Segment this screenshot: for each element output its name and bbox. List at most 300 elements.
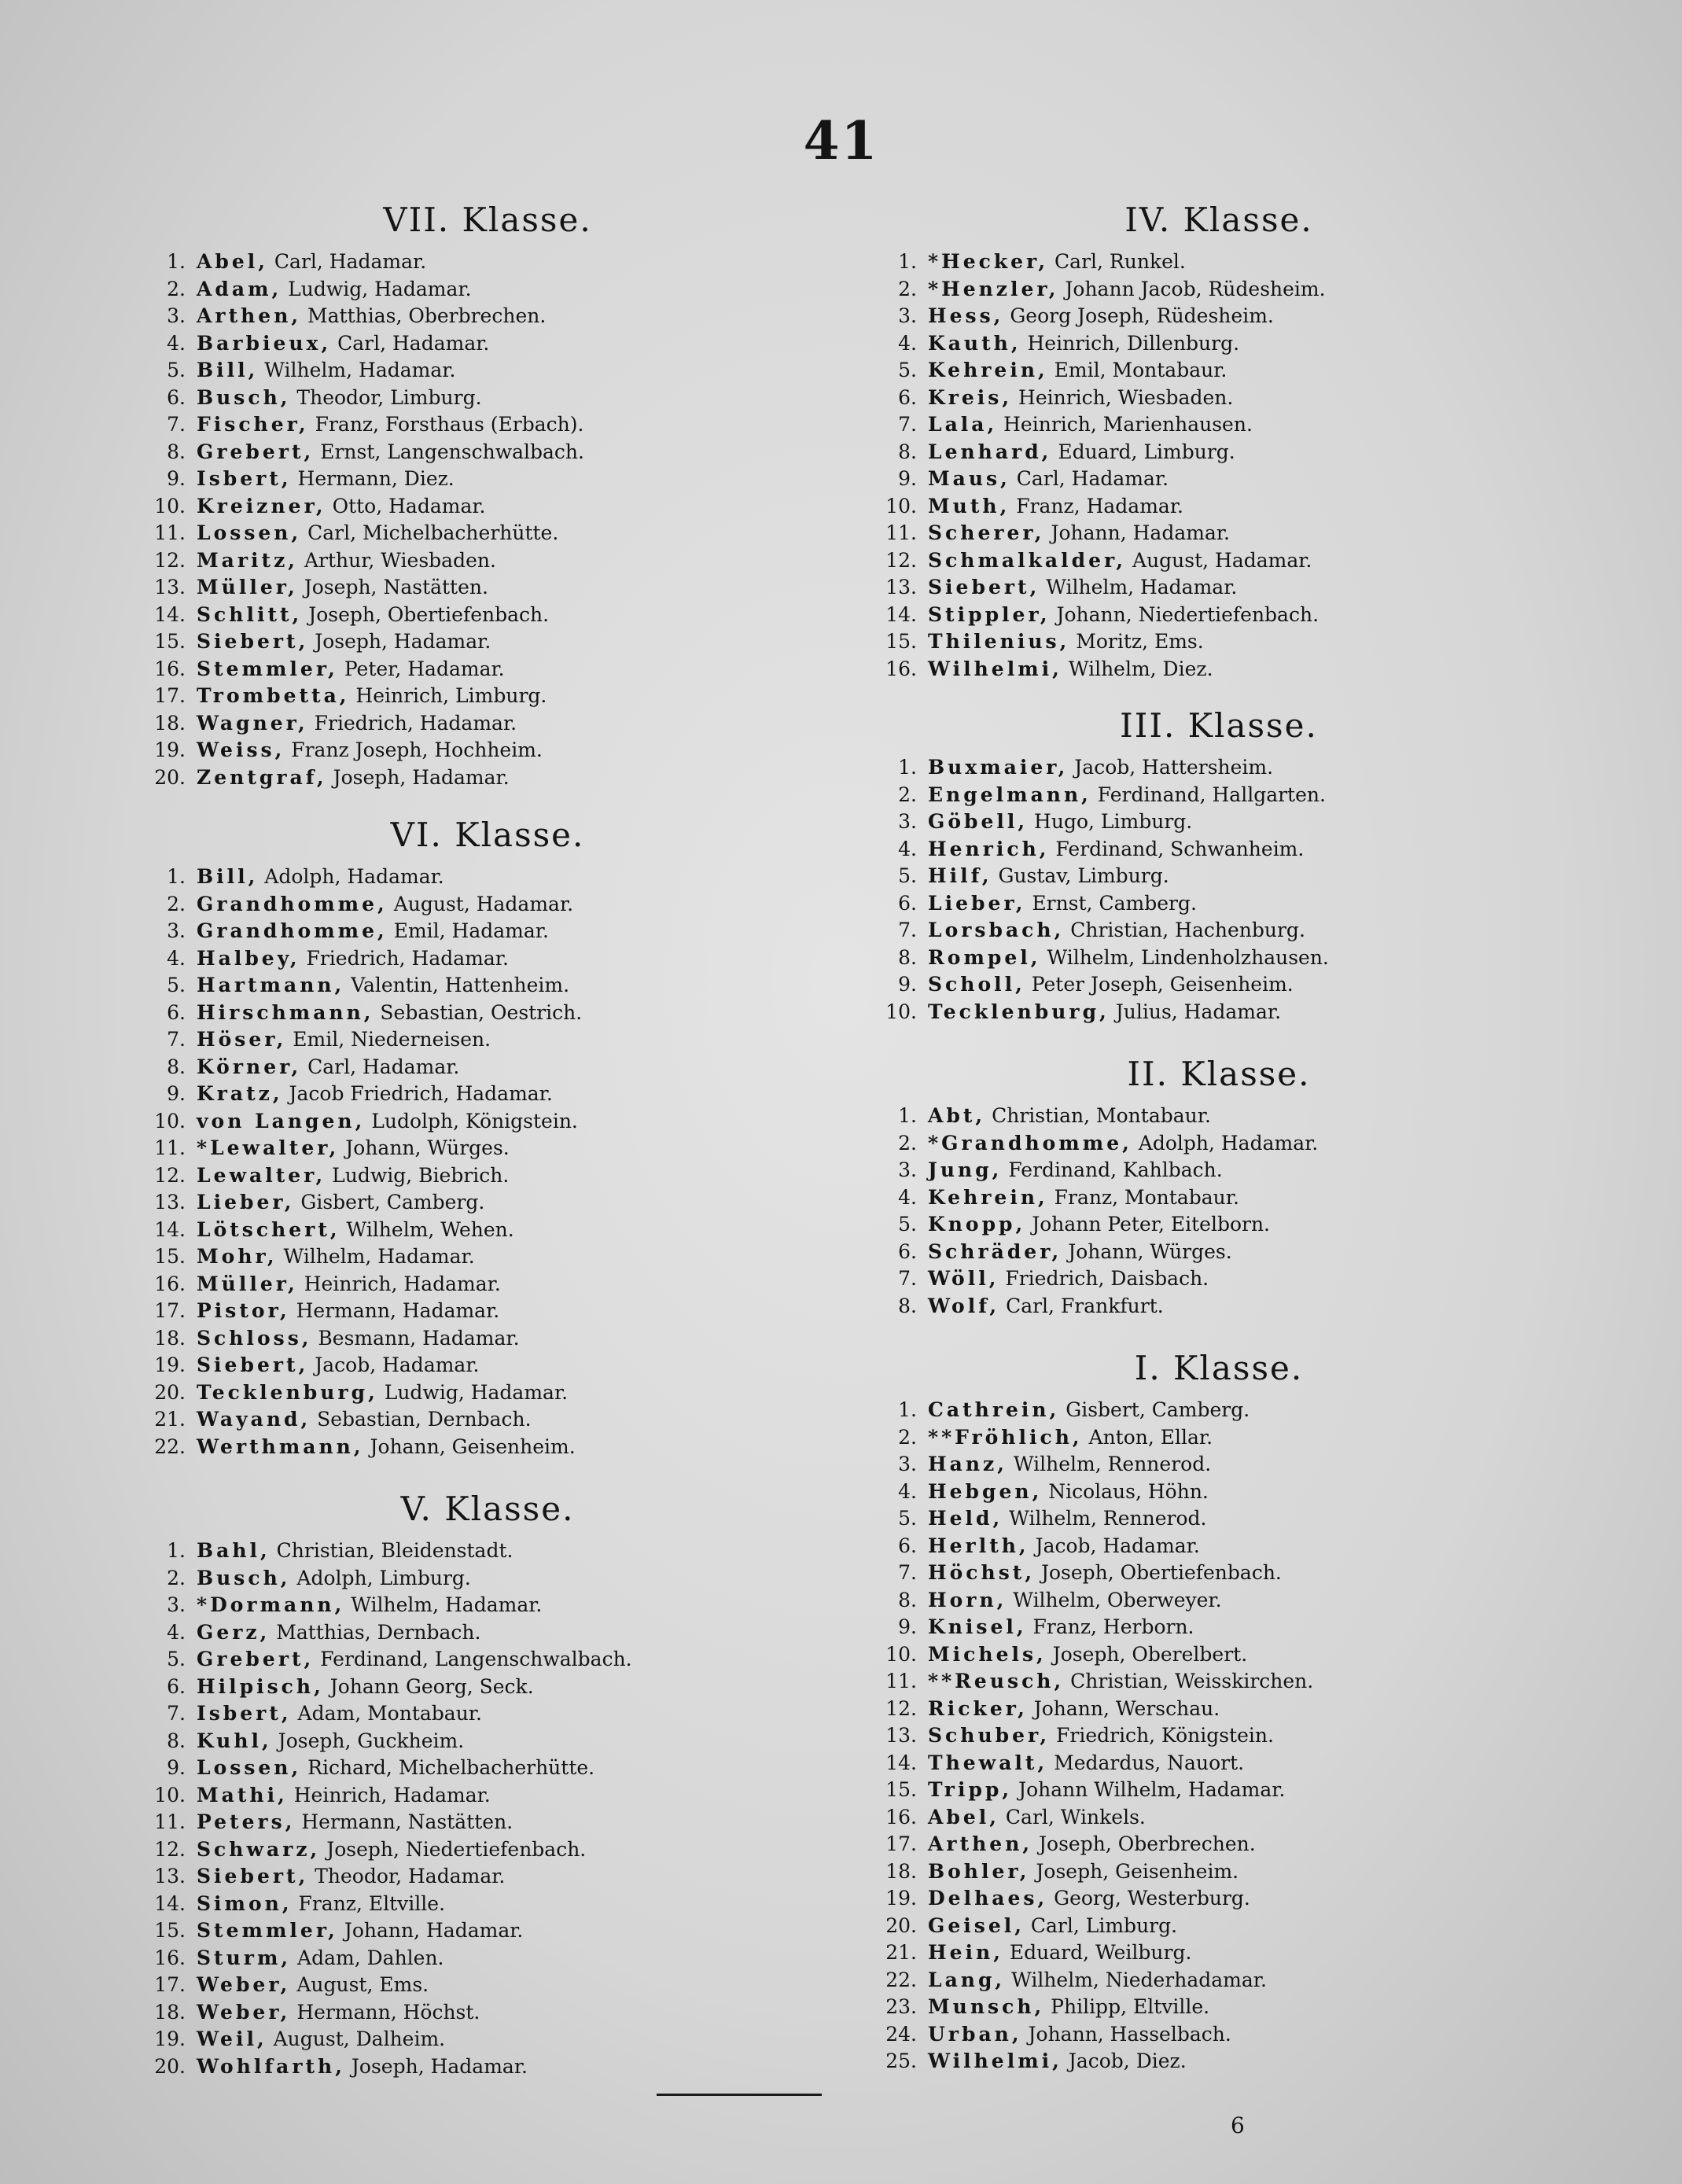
entry-number: 14.	[885, 602, 917, 626]
student-details: Matthias, Oberbrechen.	[301, 304, 547, 327]
student-entry	[873, 863, 1565, 890]
student-surname: Schuber,	[928, 1724, 1051, 1747]
student-details: Philipp, Eltville.	[1044, 1995, 1210, 2018]
student-entry	[873, 628, 1565, 656]
entry-number: 2.	[167, 277, 186, 300]
student-surname: Weil,	[197, 2027, 267, 2050]
section-title: II. Klasse.	[1127, 1055, 1311, 1093]
entry-number: 11.	[885, 1670, 917, 1692]
entry-number: 8.	[167, 1729, 186, 1752]
student-entry	[873, 493, 1565, 521]
entry-number: 12.	[154, 1163, 186, 1187]
student-details: Adam, Montabaur.	[291, 1702, 482, 1725]
student-surname: Stippler,	[928, 602, 1051, 626]
entry-number: 17.	[154, 1299, 186, 1322]
student-surname: Kreis,	[928, 385, 1013, 409]
entry-number: 1.	[898, 1104, 917, 1127]
student-entry	[142, 1243, 834, 1271]
student-details: Christian, Bleidenstadt.	[270, 1539, 513, 1562]
entry-number: 22.	[154, 1435, 186, 1458]
student-entry	[142, 1189, 834, 1217]
section-title: V. Klasse.	[400, 1490, 575, 1528]
student-details: Wilhelm, Niederhadamar.	[1005, 1968, 1267, 1991]
student-details: Hermann, Diez.	[291, 467, 455, 490]
student-details: Carl, Hadamar.	[331, 331, 490, 355]
student-entry	[142, 1271, 834, 1298]
student-details: Joseph, Hadamar.	[326, 765, 510, 789]
student-entry	[873, 547, 1565, 575]
entry-number: 14.	[154, 602, 186, 626]
student-entry	[142, 547, 834, 575]
student-entry	[873, 303, 1565, 330]
student-details: Wilhelm, Rennerod.	[1003, 1507, 1207, 1530]
student-entry	[142, 737, 834, 764]
entry-number: 9.	[167, 1756, 186, 1779]
student-details: Ludwig, Hadamar.	[377, 1380, 569, 1404]
student-details: Friedrich, Hadamar.	[300, 946, 509, 970]
student-entry	[873, 385, 1565, 412]
student-surname: Fischer,	[197, 413, 309, 436]
student-surname: Bill,	[197, 865, 259, 888]
student-surname: Peters,	[197, 1810, 296, 1833]
student-surname: Kratz,	[197, 1082, 283, 1105]
student-surname: Isbert,	[197, 467, 292, 490]
student-entry	[142, 1108, 834, 1136]
student-surname: Tripp,	[928, 1778, 1013, 1801]
student-surname: Hartmann,	[197, 974, 345, 996]
student-surname: Müller,	[197, 576, 298, 598]
student-entry	[873, 1533, 1565, 1560]
student-details: Adam, Dahlen.	[291, 1946, 444, 1969]
student-surname: Hess,	[928, 304, 1004, 327]
entry-number: 7.	[898, 919, 917, 941]
student-details: Joseph, Hadamar.	[308, 630, 491, 653]
student-surname: Wagner,	[197, 711, 308, 735]
student-surname: Werthmann,	[197, 1435, 364, 1458]
student-details: Carl, Michelbacherhütte.	[301, 521, 559, 544]
entry-number: 13.	[885, 1724, 917, 1747]
student-details: Besmann, Hadamar.	[311, 1326, 520, 1350]
student-surname: Müller,	[197, 1272, 298, 1295]
student-details: Anton, Ellar.	[1082, 1425, 1213, 1449]
entry-number: 20.	[885, 1913, 917, 1937]
student-entry	[142, 1298, 834, 1325]
student-details: Wilhelm, Rennerod.	[1007, 1453, 1212, 1475]
entry-number: 17.	[885, 1832, 917, 1855]
student-entry	[142, 864, 834, 891]
student-details: Joseph, Guckheim.	[271, 1729, 465, 1752]
student-entry	[873, 1641, 1565, 1669]
entry-number: 9.	[167, 467, 186, 490]
class-section	[142, 197, 834, 791]
student-details: Gustav, Limburg.	[992, 864, 1169, 887]
student-details: August, Hadamar.	[387, 892, 574, 915]
student-entry	[142, 1700, 834, 1728]
student-surname: Knisel,	[928, 1615, 1027, 1638]
student-entry	[142, 945, 834, 973]
entry-number: 4.	[898, 331, 917, 355]
student-surname: *Henzler,	[928, 277, 1059, 300]
student-entry	[873, 1211, 1565, 1239]
entry-number: 13.	[154, 576, 186, 598]
student-surname: Pistor,	[197, 1299, 290, 1322]
student-entry	[873, 1239, 1565, 1266]
entry-number: 1.	[898, 756, 917, 779]
student-details: Jacob, Hadamar.	[1029, 1534, 1200, 1557]
entry-number: 18.	[154, 1326, 186, 1350]
student-details: Wilhelm, Hadamar.	[258, 359, 456, 381]
entry-number: 13.	[154, 1865, 186, 1888]
student-surname: Grebert,	[197, 440, 315, 463]
student-surname: Engelmann,	[928, 783, 1091, 806]
student-entry	[873, 574, 1565, 602]
entry-number: 9.	[898, 467, 917, 490]
student-details: Gisbert, Camberg.	[294, 1191, 485, 1214]
entry-number: 11.	[885, 521, 917, 544]
entry-number: 2.	[898, 277, 917, 300]
student-details: Carl, Hadamar.	[267, 250, 427, 273]
student-details: Joseph, Obertiefenbach.	[1035, 1561, 1282, 1584]
student-entry	[142, 1081, 834, 1108]
entry-number: 24.	[885, 2022, 917, 2046]
entry-list	[142, 864, 834, 1460]
student-entry	[873, 1777, 1565, 1804]
entry-number: 19.	[154, 738, 186, 761]
entry-number: 5.	[898, 359, 917, 381]
entry-number: 10.	[885, 494, 917, 517]
student-entry	[873, 1505, 1565, 1533]
entry-number: 13.	[154, 1191, 186, 1214]
student-details: Sebastian, Oestrich.	[374, 1000, 583, 1024]
student-surname: Maritz,	[197, 548, 298, 572]
student-surname: Horn,	[928, 1588, 1007, 1611]
student-surname: Wilhelmi,	[928, 2050, 1062, 2072]
student-surname: Geisel,	[928, 1913, 1025, 1937]
student-entry	[873, 357, 1565, 385]
student-surname: *Dormann,	[197, 1593, 345, 1616]
entry-number: 8.	[898, 440, 917, 463]
student-details: Theodor, Hadamar.	[308, 1865, 506, 1888]
student-surname: Gerz,	[197, 1620, 271, 1644]
entry-number: 3.	[898, 1453, 917, 1475]
student-surname: Cathrein,	[928, 1398, 1060, 1421]
entry-number: 10.	[154, 1109, 186, 1133]
student-surname: **Fröhlich,	[928, 1425, 1083, 1449]
student-surname: Buxmaier,	[928, 756, 1069, 779]
student-entry	[873, 1560, 1565, 1587]
student-details: Ludwig, Hadamar.	[282, 277, 472, 300]
student-details: Johann, Niedertiefenbach.	[1050, 602, 1319, 626]
student-details: Hermann, Hadamar.	[289, 1299, 500, 1322]
student-surname: Siebert,	[197, 1865, 309, 1888]
student-entry	[873, 1696, 1565, 1723]
student-entry	[142, 1945, 834, 1972]
student-entry	[873, 1913, 1565, 1940]
student-entry	[873, 1885, 1565, 1913]
entry-number: 20.	[154, 765, 186, 789]
student-entry	[142, 1054, 834, 1081]
student-surname: von Langen,	[197, 1109, 366, 1133]
student-details: Friedrich, Hadamar.	[307, 711, 517, 735]
entry-list	[873, 1397, 1565, 2075]
page-number: 41	[803, 110, 879, 171]
entry-number: 1.	[898, 250, 917, 273]
student-details: Franz, Montabaur.	[1047, 1185, 1239, 1209]
student-entry	[873, 602, 1565, 629]
student-entry	[873, 1265, 1565, 1293]
student-surname: Held,	[928, 1507, 1003, 1530]
student-details: Johann, Würges.	[1062, 1239, 1232, 1263]
student-entry	[142, 1728, 834, 1755]
student-surname: Isbert,	[197, 1702, 292, 1725]
student-entry	[142, 1972, 834, 1999]
student-entry	[873, 1451, 1565, 1479]
student-entry	[873, 1831, 1565, 1858]
section-title: I. Klasse.	[1134, 1349, 1304, 1387]
student-details: Peter, Hadamar.	[337, 657, 505, 680]
student-entry	[873, 2048, 1565, 2075]
student-surname: Höchst,	[928, 1561, 1036, 1584]
student-details: Medardus, Nauort.	[1047, 1751, 1245, 1774]
student-details: Ferdinand, Langenschwalbach.	[314, 1648, 632, 1670]
section-title: VI. Klasse.	[390, 816, 585, 854]
entry-number: 6.	[167, 385, 186, 409]
student-entry	[142, 1000, 834, 1027]
student-entry	[142, 1646, 834, 1674]
student-entry	[873, 411, 1565, 439]
student-entry	[142, 1809, 834, 1836]
student-details: Ferdinand, Schwanheim.	[1049, 837, 1305, 860]
student-surname: Tecklenburg,	[928, 1000, 1110, 1023]
student-details: Ludwig, Biebrich.	[326, 1163, 510, 1187]
student-details: Wilhelm, Diez.	[1062, 657, 1213, 680]
student-entry	[873, 1858, 1565, 1886]
student-details: Georg, Westerburg.	[1047, 1887, 1250, 1910]
entry-number: 12.	[885, 548, 917, 572]
entry-number: 3.	[167, 919, 186, 942]
student-entry	[142, 1565, 834, 1593]
student-surname: Herlth,	[928, 1534, 1029, 1557]
student-details: Jacob, Hadamar.	[308, 1353, 480, 1376]
student-surname: Arthen,	[197, 304, 302, 327]
student-surname: Stemmler,	[197, 1919, 338, 1942]
student-details: Christian, Montabaur.	[985, 1104, 1211, 1127]
student-details: Johann Jacob, Rüdesheim.	[1058, 277, 1326, 300]
student-surname: Muth,	[928, 494, 1010, 517]
student-entry	[142, 972, 834, 1000]
student-surname: *Grandhomme,	[928, 1131, 1132, 1155]
entry-number: 18.	[885, 1859, 917, 1883]
student-surname: Scholl,	[928, 973, 1025, 996]
student-entry	[142, 1538, 834, 1565]
student-surname: Göbell,	[928, 810, 1029, 833]
student-details: Adolph, Hadamar.	[258, 865, 444, 888]
student-entry	[873, 276, 1565, 304]
entry-number: 13.	[885, 576, 917, 598]
student-entry	[142, 683, 834, 710]
entry-number: 16.	[154, 1946, 186, 1969]
entry-number: 4.	[167, 946, 186, 970]
entry-number: 15.	[154, 630, 186, 653]
class-section	[873, 197, 1565, 683]
student-details: Ferdinand, Hallgarten.	[1091, 783, 1326, 806]
entry-number: 4.	[898, 837, 917, 860]
student-details: Franz, Eltville.	[292, 1891, 446, 1915]
student-surname: Tecklenburg,	[197, 1380, 378, 1404]
entry-number: 9.	[167, 1082, 186, 1105]
student-entry	[873, 1967, 1565, 1994]
student-entry	[142, 1863, 834, 1891]
class-section	[142, 812, 834, 1460]
student-entry	[142, 357, 834, 385]
entry-number: 8.	[167, 440, 186, 463]
student-entry	[142, 1619, 834, 1647]
student-details: Ludolph, Königstein.	[365, 1109, 578, 1133]
student-entry	[873, 808, 1565, 836]
student-surname: Busch,	[197, 1566, 291, 1589]
footer-rule	[657, 2094, 822, 2096]
student-entry	[873, 1614, 1565, 1641]
entry-number: 2.	[898, 1425, 917, 1449]
entry-number: 2.	[898, 783, 917, 806]
entry-number: 6.	[167, 1000, 186, 1024]
student-surname: Abel,	[928, 1805, 999, 1829]
student-surname: Urban,	[928, 2022, 1022, 2046]
entry-number: 19.	[154, 2027, 186, 2050]
student-surname: Adam,	[197, 277, 282, 300]
student-details: Johann Georg, Seck.	[323, 1674, 534, 1698]
student-entry	[873, 1157, 1565, 1184]
class-section	[873, 702, 1565, 1026]
student-details: Johann Peter, Eitelborn.	[1025, 1213, 1270, 1236]
entry-number: 6.	[167, 1674, 186, 1698]
student-surname: Thewalt,	[928, 1751, 1048, 1774]
student-surname: Trombetta,	[197, 684, 350, 707]
student-entry	[142, 656, 834, 683]
student-details: Franz, Herborn.	[1026, 1615, 1194, 1638]
student-entry	[873, 2021, 1565, 2049]
student-details: Johann, Würges.	[339, 1136, 510, 1159]
student-entry	[142, 1755, 834, 1782]
student-surname: **Reusch,	[928, 1670, 1065, 1692]
student-details: August, Dalheim.	[267, 2027, 446, 2050]
student-entry	[142, 1379, 834, 1407]
entry-number: 17.	[154, 1973, 186, 1996]
entry-number: 11.	[154, 1810, 186, 1833]
student-surname: Kuhl,	[197, 1729, 272, 1752]
student-surname: Kreizner,	[197, 494, 326, 517]
entry-number: 3.	[898, 810, 917, 833]
student-details: Julius, Hadamar.	[1109, 1000, 1282, 1023]
student-details: Arthur, Wiesbaden.	[298, 548, 496, 572]
section-title: III. Klasse.	[1120, 706, 1318, 745]
student-surname: Weiss,	[197, 738, 285, 761]
student-surname: Barbieux,	[197, 331, 332, 355]
student-surname: Mathi,	[197, 1783, 288, 1806]
entry-number: 4.	[898, 1185, 917, 1209]
student-surname: Bohler,	[928, 1859, 1030, 1883]
student-surname: Lieber,	[197, 1191, 295, 1214]
entry-number: 12.	[885, 1696, 917, 1720]
entry-number: 10.	[885, 1000, 917, 1023]
entry-number: 1.	[167, 865, 186, 888]
entry-number: 14.	[885, 1751, 917, 1774]
student-details: Adolph, Limburg.	[290, 1566, 471, 1589]
student-surname: Siebert,	[197, 1353, 309, 1376]
student-surname: Zentgraf,	[197, 765, 327, 789]
entry-number: 3.	[167, 304, 186, 327]
student-details: Friedrich, Königstein.	[1050, 1724, 1274, 1747]
student-surname: Halbey,	[197, 946, 300, 970]
student-entry	[142, 1135, 834, 1162]
student-entry	[873, 917, 1565, 945]
entry-number: 5.	[898, 1213, 917, 1236]
student-surname: Lewalter,	[197, 1163, 326, 1187]
entry-number: 10.	[885, 1642, 917, 1666]
student-details: Carl, Hadamar.	[301, 1055, 460, 1078]
student-details: Carl, Hadamar.	[1010, 467, 1169, 490]
student-surname: Mohr,	[197, 1245, 278, 1268]
entry-number: 1.	[898, 1398, 917, 1421]
student-details: Wilhelm, Wehen.	[340, 1217, 514, 1241]
student-details: Carl, Winkels.	[999, 1805, 1146, 1829]
student-surname: Kehrein,	[928, 359, 1048, 381]
student-surname: Delhaes,	[928, 1887, 1048, 1910]
student-surname: Lenhard,	[928, 440, 1052, 463]
entry-number: 7.	[898, 413, 917, 436]
student-entry	[142, 710, 834, 738]
entry-number: 19.	[154, 1353, 186, 1376]
student-surname: Simon,	[197, 1891, 293, 1915]
student-surname: *Hecker,	[928, 250, 1049, 273]
entry-number: 7.	[898, 1267, 917, 1290]
student-details: Moritz, Ems.	[1069, 630, 1204, 653]
student-surname: Lala,	[928, 413, 998, 436]
student-entry	[142, 1674, 834, 1701]
student-details: Johann, Hadamar.	[337, 1919, 524, 1942]
student-entry	[873, 1397, 1565, 1424]
student-surname: Knopp,	[928, 1213, 1026, 1236]
student-entry	[873, 1804, 1565, 1832]
student-details: Heinrich, Marienhausen.	[997, 413, 1253, 436]
entry-number: 7.	[167, 1028, 186, 1051]
entry-number: 6.	[898, 891, 917, 915]
student-entry	[873, 1939, 1565, 1967]
entry-number: 8.	[898, 945, 917, 969]
student-surname: Schwarz,	[197, 1837, 321, 1861]
student-details: Gisbert, Camberg.	[1059, 1398, 1250, 1421]
student-surname: Schloss,	[197, 1326, 312, 1350]
student-entry	[873, 1587, 1565, 1615]
entry-number: 3.	[898, 304, 917, 327]
student-entry	[142, 1406, 834, 1434]
student-details: Franz Joseph, Hochheim.	[285, 738, 543, 761]
entry-list	[873, 1103, 1565, 1320]
student-details: Heinrich, Limburg.	[349, 684, 547, 707]
entry-number: 3.	[167, 1593, 186, 1616]
student-details: Joseph, Oberelbert.	[1046, 1642, 1248, 1666]
student-details: Theodor, Limburg.	[290, 385, 482, 409]
student-entry	[142, 249, 834, 276]
entry-number: 16.	[154, 657, 186, 680]
student-surname: Sturm,	[197, 1946, 292, 1969]
student-entry	[873, 466, 1565, 493]
student-entry	[873, 656, 1565, 683]
student-surname: Grebert,	[197, 1648, 315, 1670]
student-details: Johann, Hasselbach.	[1021, 2022, 1231, 2046]
student-details: Hugo, Limburg.	[1028, 810, 1193, 833]
entry-number: 7.	[167, 1702, 186, 1725]
